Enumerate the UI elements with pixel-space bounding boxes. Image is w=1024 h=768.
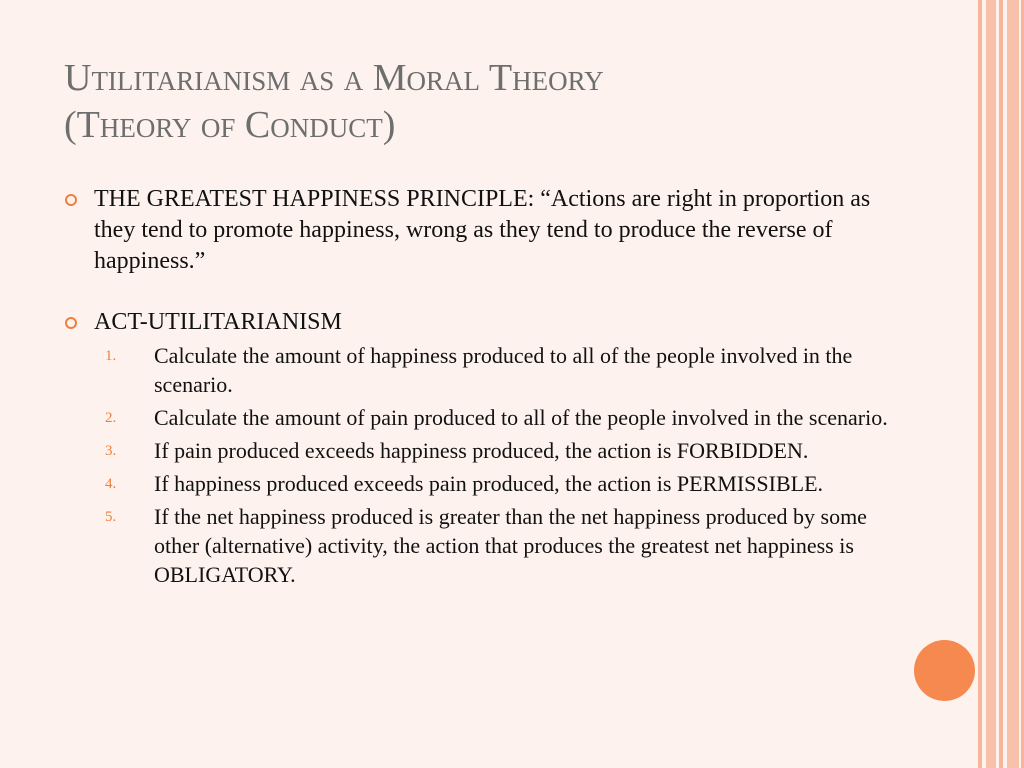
decorative-stripe [986,0,996,768]
list-item [94,403,894,432]
bullet-greatest-happiness-principle [64,184,894,277]
list-item [94,341,894,399]
numbered-list [94,341,894,589]
list-number: 1. [105,348,117,364]
title-line-2: (Theory of Conduct) [64,104,396,146]
circle-bullet-icon [65,317,77,329]
list-item [94,469,894,498]
list-item [94,436,894,465]
slide-title [64,55,944,149]
list-item [94,502,894,589]
decorative-stripe [978,0,982,768]
bullet-act-utilitarianism [64,307,894,589]
list-item-text: If pain produced exceeds happiness produced, the action is FORBIDDEN. [154,438,809,463]
slide-content [64,184,894,593]
decorative-circle [914,640,975,701]
bullet-text: THE GREATEST HAPPINESS PRINCIPLE: “Actions are right in proportion as they tend to promote happiness, wrong as they tend to produce the reverse of happiness.” [94,186,871,274]
list-number: 5. [105,509,117,525]
decorative-stripe [1007,0,1019,768]
list-number: 3. [105,443,117,459]
list-item-text: If happiness produced exceeds pain produced, the action is PERMISSIBLE. [154,471,824,496]
list-number: 4. [105,476,117,492]
decorative-stripe [999,0,1003,768]
list-item-text: If the net happiness produced is greater than the net happiness produced by some other (alternative) activity, the action that produces the greatest net happiness is OBLIGATORY. [154,504,867,587]
title-line-1: Utilitarianism as a Moral Theory [64,57,604,99]
circle-bullet-icon [65,194,77,206]
bullet-text: ACT-UTILITARIANISM [94,309,342,335]
list-number: 2. [105,410,117,426]
list-item-text: Calculate the amount of happiness produced to all of the people involved in the scenario. [154,343,853,397]
list-item-text: Calculate the amount of pain produced to all of the people involved in the scenario. [154,405,888,430]
